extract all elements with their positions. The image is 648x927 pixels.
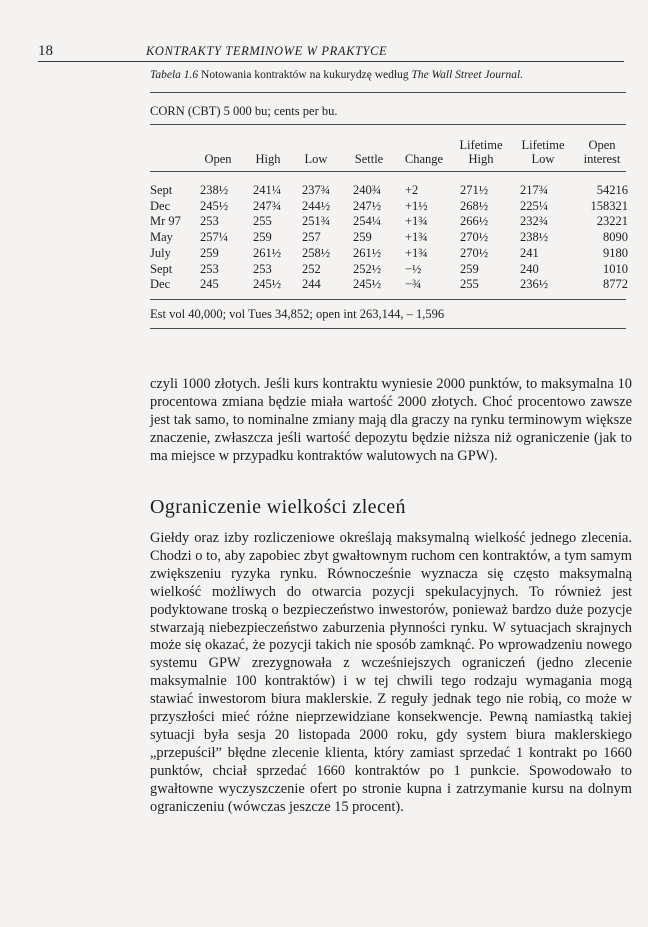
col-head-lifetime-low: Lifetime Low	[521, 138, 565, 166]
table-row	[150, 246, 628, 262]
table-row	[150, 262, 628, 278]
table-title: CORN (CBT) 5 000 bu; cents per bu.	[150, 104, 338, 118]
row-open-interest: 8772	[603, 277, 628, 292]
row-month: May	[150, 230, 173, 245]
table-row	[150, 230, 628, 246]
col-head-open: Open	[204, 152, 232, 166]
table-bottom-rule	[150, 328, 626, 329]
table-row	[150, 277, 628, 293]
table-body-rule	[150, 299, 626, 300]
row-open-interest: 8090	[603, 230, 628, 245]
row-settle: 240¾	[353, 183, 382, 197]
table-title-rule	[150, 124, 626, 125]
row-month: Sept	[150, 261, 173, 276]
row-low: 258½	[302, 245, 331, 260]
row-settle: 245½	[353, 277, 382, 292]
row-low: 237¾	[302, 183, 331, 197]
row-open-interest: 54216	[596, 183, 628, 197]
col-head-settle: Settle	[354, 152, 384, 166]
table-row	[150, 183, 628, 199]
row-change: +1¾	[405, 230, 428, 245]
col-head-lifetime-high: Lifetime High	[459, 138, 503, 166]
row-low: 252	[302, 261, 321, 276]
table-caption-label: Tabela 1.6	[150, 69, 199, 81]
row-settle: 259	[353, 230, 372, 245]
table-caption	[150, 69, 630, 81]
row-open-interest: 9180	[603, 245, 628, 260]
row-change: +1½	[405, 198, 428, 213]
row-lifetime-high: 268½	[460, 198, 489, 213]
row-settle: 252½	[353, 261, 382, 276]
row-settle: 261½	[353, 245, 382, 260]
table-caption-text: Notowania kontraktów na kukurydzę według	[201, 69, 409, 81]
row-high: 253	[253, 261, 272, 276]
row-change: +1¾	[405, 245, 428, 260]
page-header	[38, 43, 624, 62]
row-open: 245	[200, 277, 219, 292]
row-low: 251¾	[302, 214, 331, 229]
row-month: Dec	[150, 198, 171, 213]
col-head-change: Change	[404, 152, 444, 166]
row-lifetime-high: 270½	[460, 230, 489, 245]
row-lifetime-low: 241	[520, 245, 539, 260]
row-open: 257¼	[200, 230, 229, 245]
row-month: Sept	[150, 183, 173, 197]
row-lifetime-low: 240	[520, 261, 539, 276]
row-lifetime-low: 236½	[520, 277, 549, 292]
table-row	[150, 214, 628, 230]
paragraph-2: Giełdy oraz izby rozliczeniowe określają maksymalną wielkość jednego zlecenia. Chodzi o to, aby zapobiec zbyt gwałtownym ruchom cen kontraktów, a tym samym zwiększeniu ryzyka rynku. Równocześnie wyznacza się często maksymalną wielkość możliwych do otwarcia pozycji spekulacyjnych. To również jest podyktowane troską o bezpieczeństwo inwestorów, ponieważ bardzo duże pozycje stwarzają niebezpieczeństwo zaburzenia płynności rynku. W sytuacjach skrajnych może się okazać, że pozycji takich nie sposób zamknąć. Po wprowadzeniu nowego systemu GPW zrezygnowała z wcześniejszych ograniczeń (jedno zlecenie maksymalnie 100 kontraktów) i w tej chwili tego rodzaju wymagania mogą stawiać inwestorom biura maklerskie. Z reguły jednak tego nie robią, co może w przyszłości mieć różne nieprzewidziane konsekwencje. Pewną namiastką takiej sytuacji była sesja 20 listopada 2000 roku, gdy system biura maklerskiego „przepuścił” błędne zlecenie klienta, który zamiast sprzedać 1 kontrakt po 1660 punktów, chciał sprzedać 1660 kontraktów po 1 punkcie. Spowodowało to gwałtowne wyczyszczenie ofert po stronie kupna i zatrzymanie kursu na dolnym ograniczeniu (wówczas jeszcze 15 procent).	[150, 530, 632, 815]
row-change: +1¾	[405, 214, 428, 229]
row-open: 245½	[200, 198, 229, 213]
page-number: 18	[38, 43, 53, 59]
running-head: KONTRAKTY TERMINOWE W PRAKTYCE	[146, 44, 388, 58]
row-lifetime-high: 255	[460, 277, 479, 292]
row-open-interest: 23221	[596, 214, 628, 229]
row-lifetime-low: 217¾	[520, 183, 549, 197]
row-open-interest: 1010	[603, 261, 628, 276]
row-open: 238½	[200, 183, 229, 197]
row-low: 244½	[302, 198, 331, 213]
row-settle: 247½	[353, 198, 382, 213]
table-footer: Est vol 40,000; vol Tues 34,852; open int 263,144, – 1,596	[150, 307, 445, 321]
row-high: 245½	[253, 277, 282, 292]
row-lifetime-low: 232¾	[520, 214, 549, 229]
row-month: Dec	[150, 277, 171, 292]
col-head-open-interest: Open interest	[583, 138, 621, 166]
col-head-low: Low	[304, 152, 328, 166]
table-row	[150, 199, 628, 215]
row-open: 253	[200, 214, 219, 229]
paragraph-1: czyli 1000 złotych. Jeśli kurs kontraktu wyniesie 2000 punktów, to maksymalna 10 procentowa zmiana będzie miała wartość 2000 złotych. Choć procentowo zawsze jest tak samo, to nominalne zmiany mają dla graczy na rynku terminowym większe znaczenie, zwłaszcza jeśli wartość depozytu będzie niższa niż ograniczenie (jak to ma miejsce w przypadku kontraktów walutowych na GPW).	[150, 376, 632, 464]
table-caption-source: The Wall Street Journal.	[411, 69, 524, 81]
row-open-interest: 158321	[590, 198, 628, 213]
row-high: 261½	[253, 245, 282, 260]
row-lifetime-high: 259	[460, 261, 479, 276]
row-month: Mr 97	[150, 214, 181, 229]
row-lifetime-high: 266½	[460, 214, 489, 229]
row-lifetime-high: 271½	[460, 183, 489, 197]
row-month: July	[150, 245, 171, 260]
row-change: −½	[405, 261, 422, 276]
col-head-high: High	[255, 152, 281, 166]
table-header-rule	[150, 171, 626, 172]
row-lifetime-high: 270½	[460, 245, 489, 260]
row-high: 241¼	[253, 183, 282, 197]
row-settle: 254¼	[353, 214, 382, 229]
row-lifetime-low: 225¼	[520, 198, 549, 213]
row-high: 259	[253, 230, 272, 245]
row-lifetime-low: 238½	[520, 230, 549, 245]
row-change: +2	[405, 183, 419, 197]
section-heading: Ograniczenie wielkości zleceń	[150, 496, 406, 518]
table-top-rule	[150, 92, 626, 93]
row-change: −¾	[405, 277, 422, 292]
row-low: 257	[302, 230, 321, 245]
row-open: 259	[200, 245, 219, 260]
row-low: 244	[302, 277, 321, 292]
row-high: 247¾	[253, 198, 282, 213]
row-open: 253	[200, 261, 219, 276]
row-high: 255	[253, 214, 272, 229]
